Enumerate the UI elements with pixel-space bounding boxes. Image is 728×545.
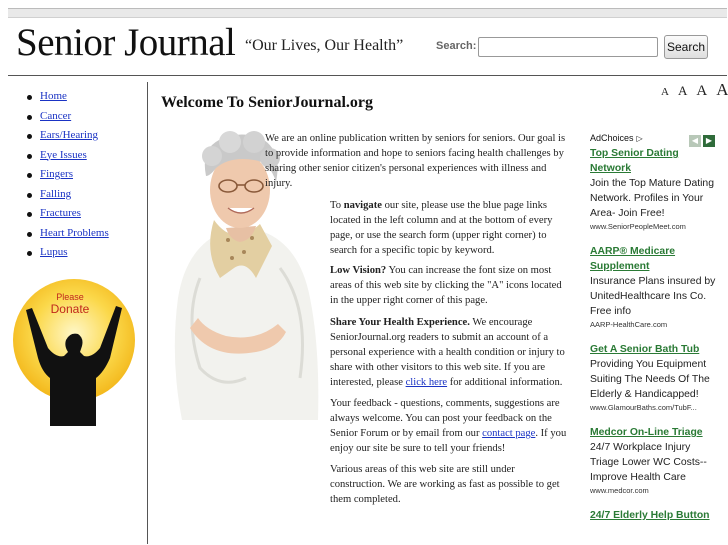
sidebar-link-ears-hearing[interactable]: Ears/Hearing xyxy=(40,129,99,141)
adchoices-bar xyxy=(590,130,717,146)
ad-item xyxy=(590,146,717,232)
sidebar-link-heart-problems[interactable]: Heart Problems xyxy=(40,226,109,239)
sidebar-item-ears-hearing xyxy=(24,129,109,149)
donate-line1-text: Please xyxy=(56,292,84,302)
sidebar-item-cancer xyxy=(24,110,109,130)
adchoices-icon[interactable]: ▷ xyxy=(636,134,643,143)
sidebar-link-falling[interactable]: Falling xyxy=(40,187,72,200)
ad-url[interactable]: www.SeniorPeopleMeet.com xyxy=(590,222,686,231)
ad-title-link[interactable]: Top Senior Dating Network xyxy=(590,148,679,174)
font-size-small-button[interactable]: A xyxy=(677,83,688,98)
contact-page-link[interactable]: contact page xyxy=(482,428,536,439)
sidebar-item-lupus xyxy=(24,246,109,266)
donate-line2-text: Donate xyxy=(50,302,90,316)
sidebar-item-fingers xyxy=(24,168,109,188)
sidebar-item-eye-issues xyxy=(24,149,109,169)
font-size-smallest-button[interactable]: A xyxy=(661,86,669,98)
page-title: Welcome To SeniorJournal.org xyxy=(161,94,373,111)
font-size-controls xyxy=(656,80,728,100)
ad-item xyxy=(590,244,717,330)
header-divider xyxy=(8,75,727,76)
ad-text: Providing You Equipment Suiting The Needs Of The Elderly & Handicapped! xyxy=(590,359,710,400)
share-experience-bold-text: Share Your Health Experience. xyxy=(330,317,470,328)
feedback-post-text: . If you enjoy our site be sure to tell your friends! xyxy=(330,428,567,454)
navigate-pre-text: To xyxy=(330,200,344,211)
donate-banner[interactable] xyxy=(12,278,136,426)
ad-url[interactable]: AARP-HealthCare.com xyxy=(590,320,668,329)
ad-item xyxy=(590,342,717,413)
sidebar-item-home xyxy=(24,90,109,110)
navigate-bold-text: navigate xyxy=(343,200,382,211)
search-button[interactable]: Search xyxy=(664,35,708,59)
top-bar xyxy=(8,8,727,18)
low-vision-bold-text: Low Vision? xyxy=(330,265,387,276)
share-experience-post-text: for additional information. xyxy=(447,377,563,388)
font-size-large-button[interactable]: A xyxy=(696,83,708,99)
navigate-post-text: our site, please use the blue page links located in the left column and at the bottom of every page, or use the search form (upper right corner) to search for a specific topic by keyword. xyxy=(330,200,553,256)
share-experience-mid-text: We encourage SeniorJournal.org readers to submit an account of a personal experience with a health condition or injury to share with other visitors to this web site. If you are interested, please xyxy=(330,317,565,388)
navigate-paragraph xyxy=(330,198,570,258)
ad-item xyxy=(590,425,717,496)
ad-pager xyxy=(687,132,715,148)
sidebar-item-falling xyxy=(24,188,109,208)
share-experience-paragraph xyxy=(330,315,570,390)
ad-title-link[interactable]: 24/7 Elderly Help Button xyxy=(590,510,710,521)
sidebar-link-cancer[interactable]: Cancer xyxy=(40,109,72,122)
ad-text: Insurance Plans insured by UnitedHealthcare Ins Co. Free info xyxy=(590,276,716,317)
sidebar-link-fractures[interactable]: Fractures xyxy=(40,207,81,219)
ad-item xyxy=(590,508,717,523)
ad-prev-icon[interactable]: ◀ xyxy=(689,135,701,147)
ad-url[interactable]: www.GlamourBaths.com/TubF... xyxy=(590,403,697,412)
intro-paragraph: We are an online publication written by seniors for seniors. Our goal is to provide information and hope to seniors facing health challenges by sharing other senior citizen's personal experiences with illness and injury. xyxy=(265,133,566,189)
sidebar-link-eye-issues[interactable]: Eye Issues xyxy=(40,148,87,161)
ad-title-link[interactable]: Get A Senior Bath Tub xyxy=(590,344,700,355)
sidebar-link-home[interactable]: Home xyxy=(40,90,67,102)
feedback-paragraph xyxy=(330,396,570,456)
sidebar-item-heart-problems xyxy=(24,227,109,247)
feedback-pre-text: Your feedback - questions, comments, suggestions are always welcome. You can post your feedback on the Senior Forum or by email from our xyxy=(330,398,560,439)
sidebar-nav xyxy=(24,90,109,266)
ad-title-link[interactable]: AARP® Medicare Supplement xyxy=(590,246,676,272)
ad-url[interactable]: www.medcor.com xyxy=(590,486,649,495)
sidebar-link-lupus[interactable]: Lupus xyxy=(40,246,68,258)
sidebar-link-fingers[interactable]: Fingers xyxy=(40,168,73,180)
font-size-largest-button[interactable]: A xyxy=(716,80,728,99)
site-logo[interactable]: Senior Journal xyxy=(16,21,236,64)
ad-text: 24/7 Workplace Injury Triage Lower WC Costs-- Improve Health Care xyxy=(590,442,707,483)
adchoices-label[interactable]: AdChoices xyxy=(590,133,634,143)
low-vision-paragraph xyxy=(330,263,570,308)
ad-column xyxy=(590,130,717,535)
search-label: Search: xyxy=(436,40,477,52)
low-vision-post-text: You can increase the font size on most areas of this web site by clicking the "A" icons located in the upper right corner of this page. xyxy=(330,265,562,306)
search-input[interactable] xyxy=(478,37,658,57)
click-here-link[interactable]: click here xyxy=(405,377,448,388)
ad-title-link[interactable]: Medcor On-Line Triage xyxy=(590,427,703,438)
ad-text: Join the Top Mature Dating Network. Profiles in Your Area- Join Free! xyxy=(590,178,714,219)
ad-next-icon[interactable]: ▶ xyxy=(703,135,715,147)
sidebar-item-fractures xyxy=(24,207,109,227)
construction-paragraph: Various areas of this web site are still under construction. We are working as fast as possible to get them completed. xyxy=(330,464,560,505)
sidebar-divider xyxy=(147,82,148,544)
site-tagline: “Our Lives, Our Health” xyxy=(245,37,404,54)
